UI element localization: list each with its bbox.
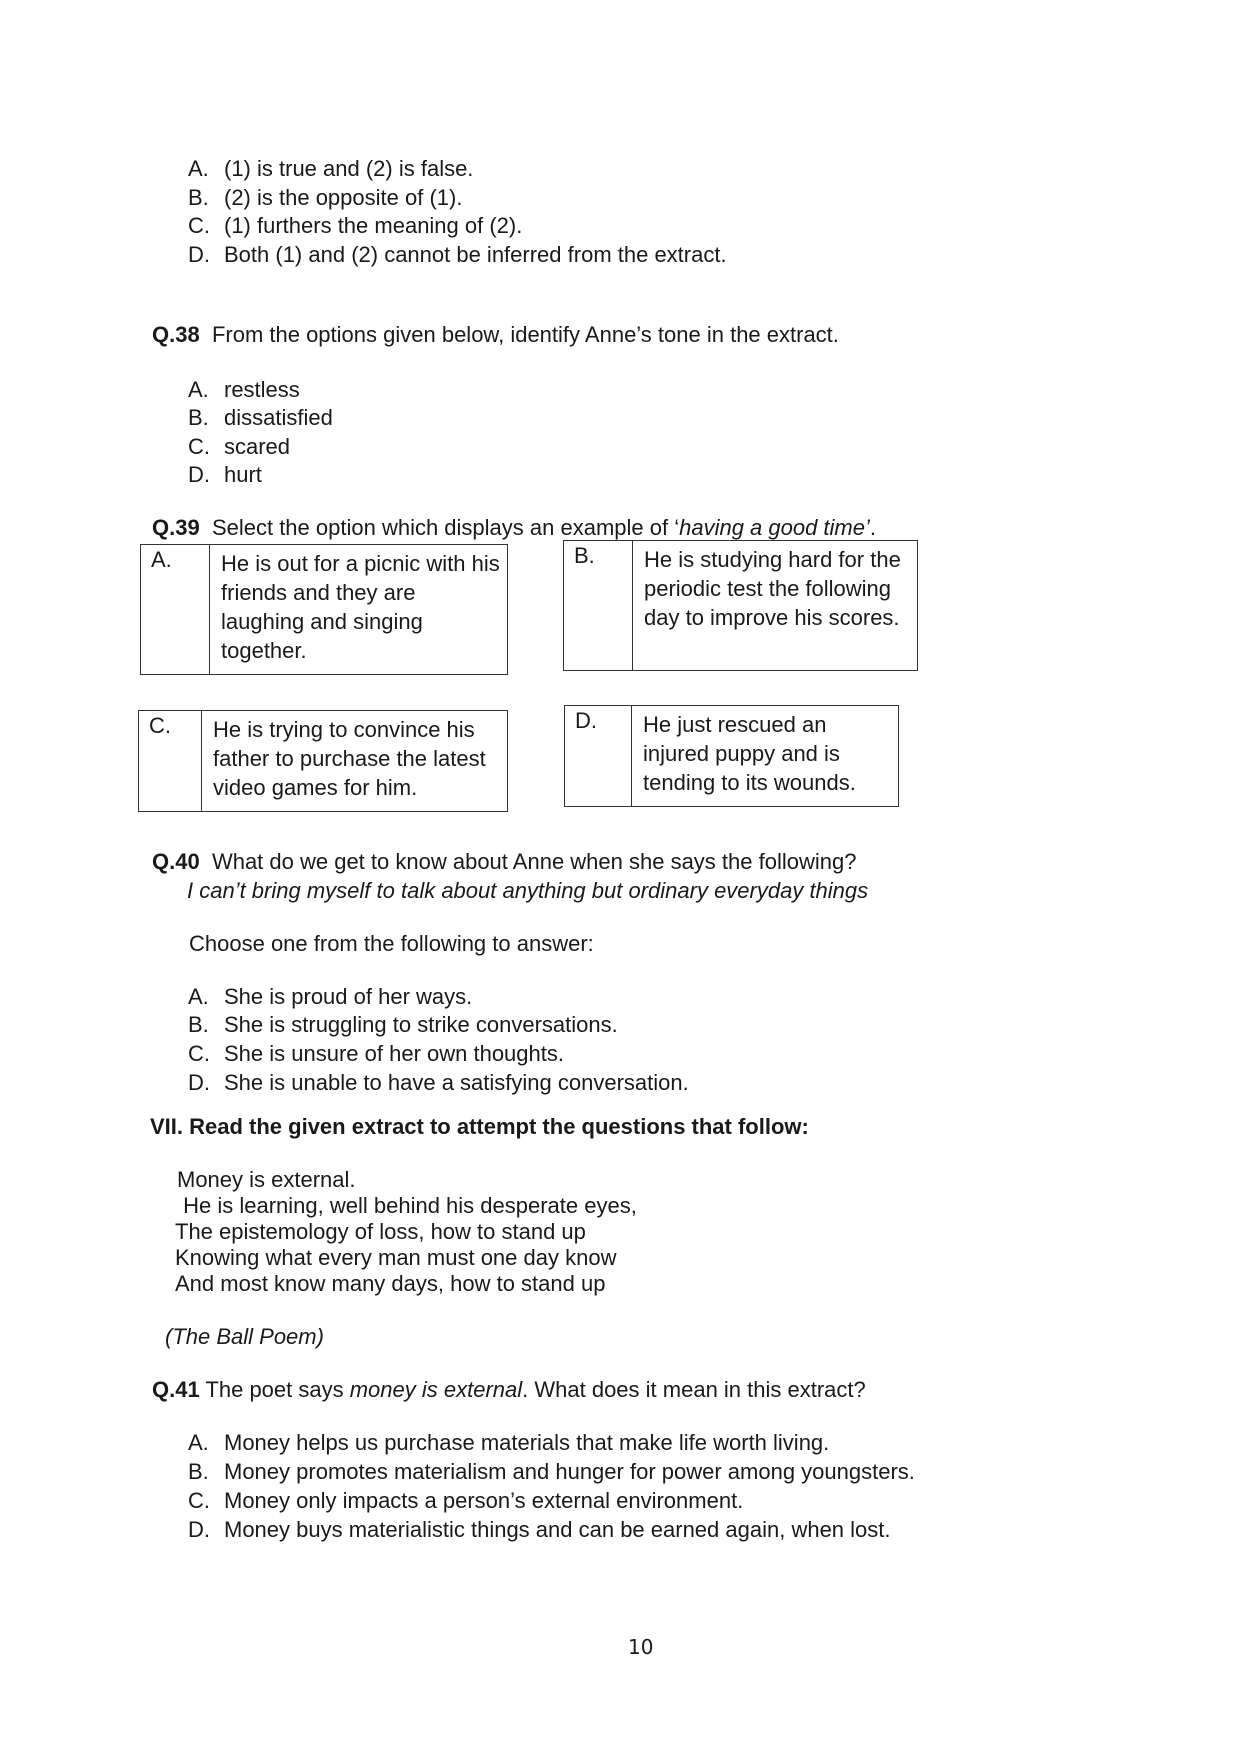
option-letter: D.	[188, 242, 210, 267]
option-letter: D.	[188, 462, 210, 487]
list-item	[188, 1012, 988, 1038]
poem-source: (The Ball Poem)	[165, 1324, 324, 1349]
option-text: Money promotes materialism and hunger for power among youngsters.	[224, 1459, 915, 1484]
option-text: (1) is true and (2) is false.	[224, 156, 474, 181]
option-letter: D.	[575, 708, 597, 733]
list-item	[188, 213, 988, 239]
option-text: She is proud of her ways.	[224, 984, 473, 1009]
option-box-a	[140, 544, 508, 675]
option-text: Money only impacts a person’s external environment.	[224, 1488, 744, 1513]
list-item	[188, 405, 588, 431]
poem-line: The epistemology of loss, how to stand up	[175, 1219, 586, 1244]
option-letter: B.	[188, 1459, 209, 1484]
option-text: dissatisfied	[224, 405, 333, 430]
list-item	[188, 462, 588, 488]
list-item	[188, 1430, 988, 1456]
box-divider	[201, 711, 202, 811]
poem-line: He is learning, well behind his desperate eyes,	[177, 1193, 637, 1218]
list-item	[188, 1488, 988, 1514]
question-text-end: .	[869, 515, 877, 540]
option-letter: C.	[188, 1488, 210, 1513]
option-box-d	[564, 705, 899, 807]
option-box-b	[563, 540, 918, 671]
question-39	[152, 515, 876, 541]
poem-line: Money is external.	[177, 1167, 356, 1192]
option-text: Money buys materialistic things and can be earned again, when lost.	[224, 1517, 891, 1542]
poem-line: Knowing what every man must one day know	[175, 1245, 617, 1270]
question-text: From the options given below, identify Anne’s tone in the extract.	[211, 322, 839, 347]
page-number: 10	[628, 1635, 654, 1659]
option-letter: C.	[188, 1041, 210, 1066]
option-letter: C.	[149, 713, 171, 738]
list-item	[188, 1459, 988, 1485]
list-item	[188, 185, 988, 211]
question-instruction: Choose one from the following to answer:	[189, 931, 594, 956]
option-text: He is studying hard for the periodic test the following day to improve his scores.	[644, 547, 901, 630]
question-italic-text: having a good time’	[679, 515, 870, 540]
option-text: She is unsure of her own thoughts.	[224, 1041, 564, 1066]
question-41	[152, 1377, 866, 1403]
option-letter: C.	[188, 213, 210, 238]
option-letter: A.	[188, 377, 209, 402]
option-text: Both (1) and (2) cannot be inferred from the extract.	[224, 242, 727, 267]
option-box-c	[138, 710, 508, 812]
option-letter: D.	[188, 1070, 210, 1095]
question-number: Q.39	[152, 515, 200, 540]
option-text: He is trying to convince his father to purchase the latest video games for him.	[213, 717, 486, 800]
list-item	[188, 1517, 988, 1543]
option-letter: D.	[188, 1517, 210, 1542]
option-letter: A.	[188, 1430, 209, 1455]
question-number: Q.41	[152, 1377, 200, 1402]
list-item	[188, 1041, 988, 1067]
option-letter: A.	[188, 156, 209, 181]
option-text: He is out for a picnic with his friends and they are laughing and singing together.	[221, 551, 500, 663]
list-item	[188, 1070, 988, 1096]
question-text: Select the option which displays an example of ‘	[211, 515, 680, 540]
option-letter: A.	[151, 547, 172, 572]
option-letter: C.	[188, 434, 210, 459]
list-item	[188, 156, 988, 182]
option-letter: B.	[188, 405, 209, 430]
option-letter: B.	[574, 543, 595, 568]
section-heading: VII. Read the given extract to attempt the questions that follow:	[150, 1114, 809, 1139]
poem-line: And most know many days, how to stand up	[175, 1271, 606, 1296]
option-letter: B.	[188, 185, 209, 210]
option-text: She is unable to have a satisfying conversation.	[224, 1070, 689, 1095]
question-quote: I can’t bring myself to talk about anything but ordinary everyday things	[187, 878, 869, 903]
option-text: He just rescued an injured puppy and is tending to its wounds.	[643, 712, 856, 795]
option-text: scared	[224, 434, 291, 459]
question-italic-text: money is external	[349, 1377, 523, 1402]
list-item	[188, 434, 588, 460]
option-text: restless	[224, 377, 300, 402]
option-text: She is struggling to strike conversations.	[224, 1012, 618, 1037]
option-letter: B.	[188, 1012, 209, 1037]
question-38	[152, 322, 839, 348]
box-divider	[631, 706, 632, 806]
option-letter: A.	[188, 984, 209, 1009]
question-text: The poet says	[205, 1377, 350, 1402]
question-text-end: . What does it mean in this extract?	[522, 1377, 866, 1402]
question-number: Q.38	[152, 322, 200, 347]
option-text: Money helps us purchase materials that make life worth living.	[224, 1430, 830, 1455]
list-item	[188, 984, 988, 1010]
question-number: Q.40	[152, 849, 200, 874]
question-40	[152, 849, 856, 875]
list-item	[188, 377, 588, 403]
box-divider	[209, 545, 210, 674]
list-item	[188, 242, 988, 268]
box-divider	[632, 541, 633, 670]
option-text: hurt	[224, 462, 262, 487]
option-text: (1) furthers the meaning of (2).	[224, 213, 523, 238]
option-text: (2) is the opposite of (1).	[224, 185, 463, 210]
question-text: What do we get to know about Anne when she says the following?	[211, 849, 857, 874]
